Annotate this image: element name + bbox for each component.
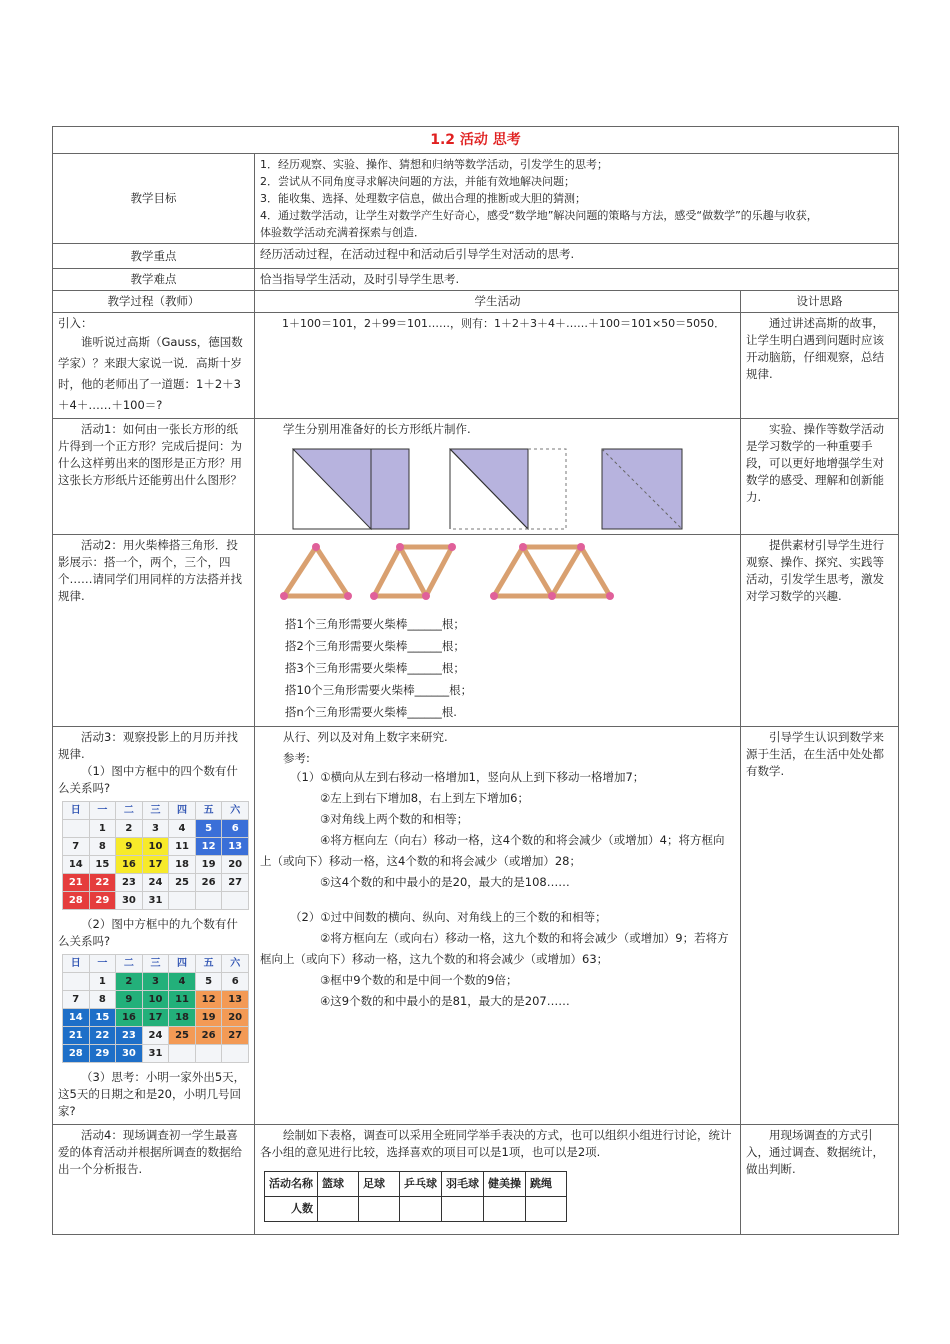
folded-triangle bbox=[293, 449, 371, 529]
act3-student-intro: 从行、列以及对角上数字来研究. bbox=[283, 730, 448, 744]
survey-header: 乒乓球 bbox=[400, 1172, 442, 1197]
weekday: 二 bbox=[116, 955, 143, 973]
lesson-table bbox=[52, 126, 899, 1235]
answer-line: ②将方框向左（或向右）移动一格，这九个数的和将会减少（或增加）9；若将方框向上（或向下）移动一格，这九个数的和将会减少（或增加）63； bbox=[260, 931, 729, 966]
survey-cell[interactable] bbox=[318, 1197, 359, 1222]
act3-q3: （3）思考：小明一家外出5天，这5天的日期之和是20，小明几号回家? bbox=[58, 1070, 246, 1118]
survey-cell[interactable] bbox=[484, 1197, 526, 1222]
answer-line: ⑤这4个数的和中最小的是20，最大的是108…… bbox=[320, 875, 570, 889]
paper-figure-3 bbox=[601, 448, 685, 530]
act1-student bbox=[255, 419, 741, 535]
paper-figure-2 bbox=[449, 448, 569, 530]
answer-line: ④这9个数的和中最小的是81，最大的是207…… bbox=[320, 994, 570, 1008]
goals-label: 教学目标 bbox=[53, 154, 255, 244]
act2-student bbox=[255, 535, 741, 727]
act3-ref: 参考: bbox=[283, 751, 310, 765]
fill-line: 搭10个三角形需要火柴棒______根； bbox=[285, 683, 473, 697]
goal-item: 体验数学活动充满着探索与创造． bbox=[260, 226, 425, 239]
weekday: 三 bbox=[142, 802, 169, 820]
strip-rect bbox=[371, 449, 409, 529]
matchstick-figures bbox=[260, 541, 735, 603]
calendar-weekday-row bbox=[63, 802, 249, 820]
survey-header: 跳绳 bbox=[526, 1172, 567, 1197]
survey-cell[interactable] bbox=[526, 1197, 567, 1222]
survey-header-row bbox=[265, 1172, 567, 1197]
weekday: 日 bbox=[63, 955, 90, 973]
act4-student-text: 绘制如下表格，调查可以采用全班同学举手表决的方式，也可以组织小组进行讨论，统计各小组的意见进行比较，选择喜欢的项目可以是1项，也可以是2项. bbox=[260, 1128, 732, 1159]
act3-intro: 活动3：观察投影上的月历并找规律. bbox=[58, 730, 238, 761]
intro-teacher bbox=[53, 313, 255, 419]
weekday: 五 bbox=[195, 802, 222, 820]
survey-header: 篮球 bbox=[318, 1172, 359, 1197]
weekday: 六 bbox=[222, 955, 249, 973]
survey-header: 羽毛球 bbox=[442, 1172, 484, 1197]
act3-student bbox=[255, 727, 741, 1125]
fill-line: 搭3个三角形需要火柴棒______根； bbox=[285, 661, 465, 675]
survey-header: 活动名称 bbox=[265, 1172, 318, 1197]
matchstick-triangle-2 bbox=[366, 541, 476, 603]
survey-count-row bbox=[265, 1197, 567, 1222]
survey-cell[interactable] bbox=[400, 1197, 442, 1222]
fill-line: 搭1个三角形需要火柴棒______根； bbox=[285, 617, 465, 631]
survey-header: 足球 bbox=[359, 1172, 400, 1197]
act2-design: 提供素材引导学生进行观察、操作、探究、实践等活动，引发学生思考，激发对学习数学的兴趣. bbox=[741, 535, 899, 727]
matchstick-triangle-3 bbox=[486, 541, 626, 603]
calendar-2: 日 一 二 三 四 五 六 1 2 3 4 5 6 7 8 9 10 11 12 13 14 15 16 17 18 19 20 21 22 23 24 25 26 27 28 29 30 31 bbox=[62, 954, 249, 1063]
weekday: 一 bbox=[89, 955, 116, 973]
goal-item: 3．能收集、选择、处理数字信息，做出合理的推断或大胆的猜测； bbox=[260, 192, 586, 205]
lesson-plan bbox=[52, 126, 898, 1235]
answer-line: ②左上到右下增加8，右上到左下增加6； bbox=[320, 791, 529, 805]
act4-design: 用现场调查的方式引入，通过调查、数据统计，做出判断. bbox=[741, 1125, 899, 1235]
weekday: 四 bbox=[169, 802, 196, 820]
fill-line: 搭n个三角形需要火柴棒______根. bbox=[285, 705, 457, 719]
header-design: 设计思路 bbox=[741, 291, 899, 313]
weekday: 二 bbox=[116, 802, 143, 820]
survey-cell[interactable] bbox=[442, 1197, 484, 1222]
weekday: 三 bbox=[142, 955, 169, 973]
answer-line: ③框中9个数的和是中间一个数的9倍； bbox=[320, 973, 518, 987]
paper-figures bbox=[260, 448, 735, 530]
header-student: 学生活动 bbox=[255, 291, 741, 313]
goal-item: 1．经历观察、实验、操作、猜想和归纳等数学活动，引发学生的思考； bbox=[260, 158, 608, 171]
intro-title: 引入： bbox=[58, 316, 93, 330]
fill-line: 搭2个三角形需要火柴棒______根； bbox=[285, 639, 465, 653]
act1-student-text: 学生分别用准备好的长方形纸片制作. bbox=[283, 422, 471, 436]
act3-teacher bbox=[53, 727, 255, 1125]
difficulty-text: 恰当指导学生活动，及时引导学生思考. bbox=[255, 269, 899, 291]
goal-item: 4．通过数学活动，让学生对数学产生好奇心，感受“数学地”解决问题的策略与方法，感受“做数学”的乐趣与收获， bbox=[260, 209, 818, 222]
weekday: 五 bbox=[195, 955, 222, 973]
act4-teacher: 活动4：现场调查初一学生最喜爱的体育活动并根据所调查的数据给出一个分析报告. bbox=[53, 1125, 255, 1235]
answer-line: ③对角线上两个数的和相等； bbox=[320, 812, 469, 826]
act3-design: 引导学生认识到数学来源于生活，在生活中处处都有数学. bbox=[741, 727, 899, 1125]
weekday: 四 bbox=[169, 955, 196, 973]
answer-line: ④将方框向左（向右）移动一格，这4个数的和将会减少（或增加）4；将方框向上（或向下）移动一格，这4个数的和将会减少（或增加）28； bbox=[260, 833, 725, 868]
page-title: 1.2 活动 思考 bbox=[53, 127, 899, 154]
weekday: 六 bbox=[222, 802, 249, 820]
survey-row-label: 人数 bbox=[265, 1197, 318, 1222]
survey-table bbox=[264, 1171, 567, 1222]
intro-student: 1＋100＝101，2＋99＝101……，则有：1＋2＋3＋4＋……＋100＝101×50＝5050． bbox=[255, 313, 741, 419]
weekday: 一 bbox=[89, 802, 116, 820]
survey-header: 健美操 bbox=[484, 1172, 526, 1197]
act1-teacher: 活动1：如何由一张长方形的纸片得到一个正方形？完成后提问：为什么这样剪出来的图形是正方形？用这张长方形纸片还能剪出什么图形？ bbox=[53, 419, 255, 535]
intro-text: 谁听说过高斯（Gauss，德国数学家）？来跟大家说一说．高斯十岁时，他的老师出了一道题：1＋2＋3＋4＋……＋100＝? bbox=[58, 335, 243, 412]
act4-student bbox=[255, 1125, 741, 1235]
act3-q1: （1）图中方框中的四个数有什么关系吗? bbox=[58, 764, 238, 795]
weekday: 日 bbox=[63, 802, 90, 820]
act2-teacher: 活动2：用火柴棒搭三角形．投影展示：搭一个，两个，三个，四个……请同学们用同样的方法搭并找规律. bbox=[53, 535, 255, 727]
intro-design: 通过讲述高斯的故事，让学生明白遇到问题时应该开动脑筋，仔细观察，总结规律. bbox=[741, 313, 899, 419]
paper-figure-1 bbox=[292, 448, 417, 530]
goals-list bbox=[255, 154, 899, 244]
key-label: 教学重点 bbox=[53, 244, 255, 269]
act3-q2: （2）图中方框中的九个数有什么关系吗? bbox=[58, 917, 238, 948]
calendar-1: 日 一 二 三 四 五 六 1 2 3 4 5 6 7 8 9 10 11 12 13 14 15 16 17 18 19 20 21 22 23 24 25 26 27 28 29 30 31 bbox=[62, 801, 249, 910]
header-teacher: 教学过程（教师） bbox=[53, 291, 255, 313]
act1-design: 实验、操作等数学活动是学习数学的一种重要手段，可以更好地增强学生对数学的感受、理解和创新能力. bbox=[741, 419, 899, 535]
goal-item: 2．尝试从不同角度寻求解决问题的方法，并能有效地解决问题； bbox=[260, 175, 575, 188]
answer-line: （1）①横向从左到右移动一格增加1，竖向从上到下移动一格增加7； bbox=[290, 770, 645, 784]
matchstick-triangle-1 bbox=[276, 541, 356, 603]
calendar-weekday-row bbox=[63, 955, 249, 973]
act2-questions bbox=[260, 613, 735, 723]
key-text: 经历活动过程，在活动过程中和活动后引导学生对活动的思考. bbox=[255, 244, 899, 269]
survey-cell[interactable] bbox=[359, 1197, 400, 1222]
difficulty-label: 教学难点 bbox=[53, 269, 255, 291]
answer-line: （2）①过中间数的横向、纵向、对角线上的三个数的和相等； bbox=[290, 910, 607, 924]
